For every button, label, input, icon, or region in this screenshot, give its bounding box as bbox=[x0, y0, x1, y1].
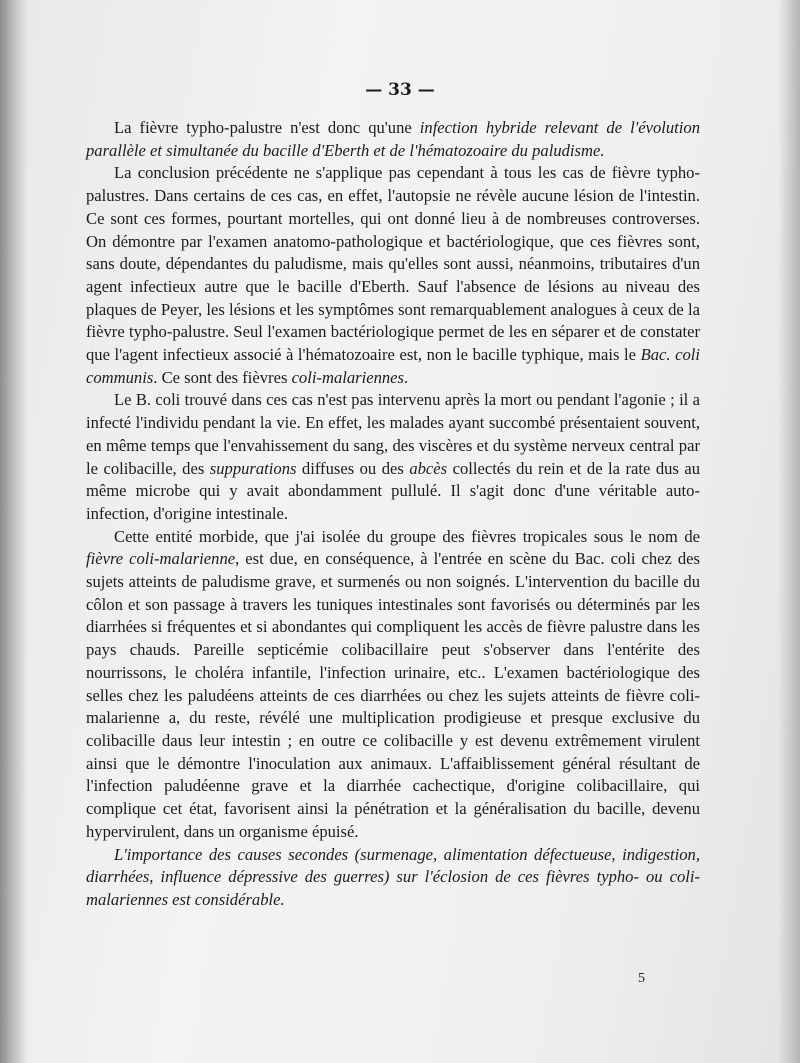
paragraph-3 bbox=[86, 389, 700, 525]
p3-text-3: collectés du rein et de la rate dus au même microbe qui y avait abondamment pullulé. Il s'agit donc d'une véritable auto-infection, d'origine intestinale. bbox=[86, 458, 701, 523]
p4-text-1: Cette entité morbide, que j'ai isolée du groupe des fièvres tropicales sous le nom de bbox=[114, 526, 700, 546]
p4-text-2: , est due, en conséquence, à l'entrée en scène du Bac. coli chez des sujets atteints de paludisme grave, et surmenés ou non soignés. L'intervention du bacille du côlon et son passage à travers les tuniques intestinales sont favorisés ou déterminés par les diarrhées si fréquentes et si abondantes qui compliquent les accès de fièvre palustre dans les pays chauds. Pareille septicémie colibacillaire peut s'observer dans l'entérite des nourrissons, le choléra infantile, l'infection urinaire, etc.. L'examen bactériologique des selles chez les paludéens atteints de ces diarrhées ou chez les sujets atteints de fièvre coli-malarienne a, du reste, révélé une multiplication prodigieuse et presque exclusive du colibacille daus leur intestin ; en outre ce colibacille y est devenu extrêmement virulent ainsi que le démontre l'inoculation aux animaux. L'affaiblissement général résultant de l'infection paludéenne grave et la diarrhée cachectique, d'origine colibacillaire, qui complique cet état, favorisent ainsi la pénétration et la généralisation du bacille, devenu hypervirulent, dans un organisme épuisé. bbox=[86, 549, 700, 841]
body-text bbox=[86, 117, 700, 912]
page-gutter-shadow bbox=[0, 0, 28, 1063]
p3-text-1: Le B. coli trouvé dans ces cas n'est pas intervenu après la mort ou pendant l'agonie ; il a infecté l'individu pendant la vie. En effet, les malades ayant succombé présentaient souvent, en même temps que l'envahissement du sang, des viscères et du système nerveux central par le colibacille, des bbox=[86, 390, 700, 478]
p5-italic: L'importance des causes secondes (surmenage, alimentation défectueuse, indigestion, diarrhées, influence dépressive des guerres) sur l'éclosion de ces fièvres typho- ou coli-malariennes est considérable. bbox=[86, 844, 700, 909]
paragraph-5 bbox=[86, 844, 700, 912]
paragraph-2 bbox=[86, 162, 700, 389]
p2-text-3: . bbox=[404, 367, 409, 387]
p3-text-2: diffuses ou des bbox=[296, 458, 410, 478]
p1-italic: infection hybride relevant de l'évolution parallèle et simultanée du bacille d'Eberth et de l'hématozoaire du paludisme. bbox=[86, 118, 700, 160]
p2-italic-2: coli-malariennes bbox=[291, 367, 405, 387]
p3-italic-2: abcès bbox=[409, 458, 448, 478]
p2-text-2: . Ce sont des fièvres bbox=[153, 367, 292, 387]
p3-italic-1: suppurations bbox=[209, 458, 297, 478]
p2-text-1: La conclusion précédente ne s'applique pas cependant à tous les cas de fièvre typho-palustres. Dans certains de ces cas, en effet, l'autopsie ne révèle aucune lésion de l'intestin. Ce sont ces formes, pourtant mortelles, qui ont donné lieu à de nombreuses controverses. On démontre par l'examen anatomo-pathologique et bactériologique, que ces fièvres sont, sans doute, dépendantes du paludisme, mais qu'elles sont aussi, néanmoins, tributaires d'un agent infectieux autre que le bacille d'Eberth. Sauf l'absence de lésions au niveau des plaques de Peyer, les lésions et les symptômes sont remarquablement analogues à ceux de la fièvre typho-palustre. Seul l'examen bactériologique permet de les en séparer et de constater que l'agent infectieux associé à l'hématozoaire est, non le bacille typhique, mais le bbox=[86, 163, 700, 365]
page-number: — 33 — bbox=[365, 80, 435, 100]
p2-italic-1: Bac. coli communis bbox=[86, 345, 700, 387]
paragraph-1 bbox=[86, 117, 700, 162]
signature-mark: 5 bbox=[638, 971, 645, 986]
p4-italic-1: fièvre coli-malarienne bbox=[86, 549, 236, 569]
paragraph-4 bbox=[86, 526, 700, 844]
p1-text: La fièvre typho-palustre n'est donc qu'une bbox=[114, 118, 420, 137]
page-edge-shadow bbox=[778, 0, 800, 1063]
